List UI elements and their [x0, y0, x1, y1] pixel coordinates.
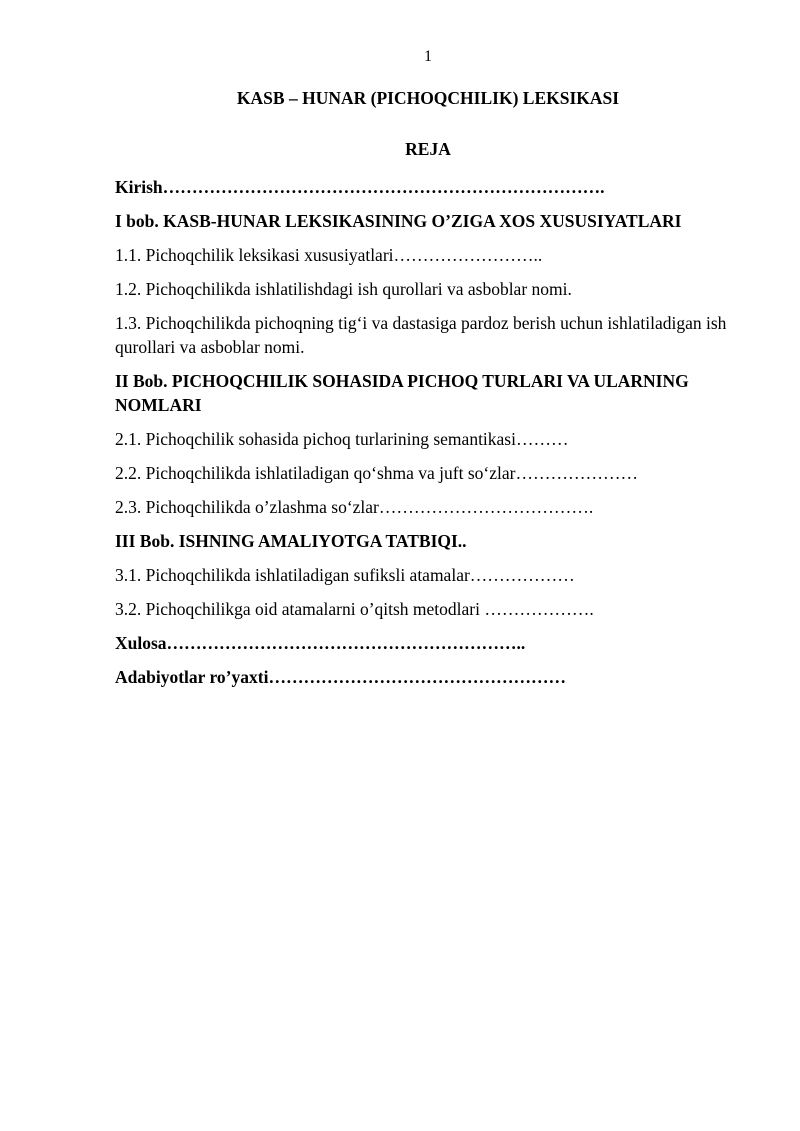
- toc-entry-2-2: 2.2. Pichoqchilikda ishlatiladigan qo‘shma va juft so‘zlar…………………: [115, 463, 638, 483]
- plan-heading: REJA: [405, 139, 451, 159]
- toc-entry-1-1: 1.1. Pichoqchilik leksikasi xususiyatlari……………………..: [115, 245, 543, 265]
- toc-entry-3-2: 3.2. Pichoqchilikga oid atamalarni o’qitsh metodlari ……………….: [115, 599, 594, 619]
- toc-entry-1-2: 1.2. Pichoqchilikda ishlatilishdagi ish qurollari va asboblar nomi.: [115, 279, 572, 299]
- toc-entry-chapter-2: II Bob. PICHOQCHILIK SOHASIDA PICHOQ TURLARI VA ULARNING NOMLARI: [115, 371, 689, 415]
- page-number: 1: [424, 48, 432, 65]
- toc-entry-1-3: 1.3. Pichoqchilikda pichoqning tig‘i va dastasiga pardoz berish uchun ishlatiladigan ish qurollari va asboblar nomi.: [115, 313, 727, 357]
- toc-entry-introduction: Kirish………………………………………………………………….: [115, 177, 605, 197]
- toc-entry-chapter-1: I bob. KASB-HUNAR LEKSIKASINING O’ZIGA XOS XUSUSIYATLARI: [115, 211, 682, 231]
- table-of-contents: [115, 175, 745, 699]
- document-title: KASB – HUNAR (PICHOQCHILIK) LEKSIKASI: [236, 88, 620, 108]
- toc-entry-conclusion: Xulosa……………………………………………………..: [115, 633, 526, 653]
- toc-entry-3-1: 3.1. Pichoqchilikda ishlatiladigan sufiksli atamalar………………: [115, 565, 575, 585]
- toc-entry-references: Adabiyotlar ro’yaxti……………………………………………: [115, 667, 566, 687]
- toc-entry-2-3: 2.3. Pichoqchilikda o’zlashma so‘zlar……………………………….: [115, 497, 594, 517]
- toc-entry-2-1: 2.1. Pichoqchilik sohasida pichoq turlarining semantikasi………: [115, 429, 569, 449]
- toc-entry-chapter-3: III Bob. ISHNING AMALIYOTGA TATBIQI..: [115, 531, 467, 551]
